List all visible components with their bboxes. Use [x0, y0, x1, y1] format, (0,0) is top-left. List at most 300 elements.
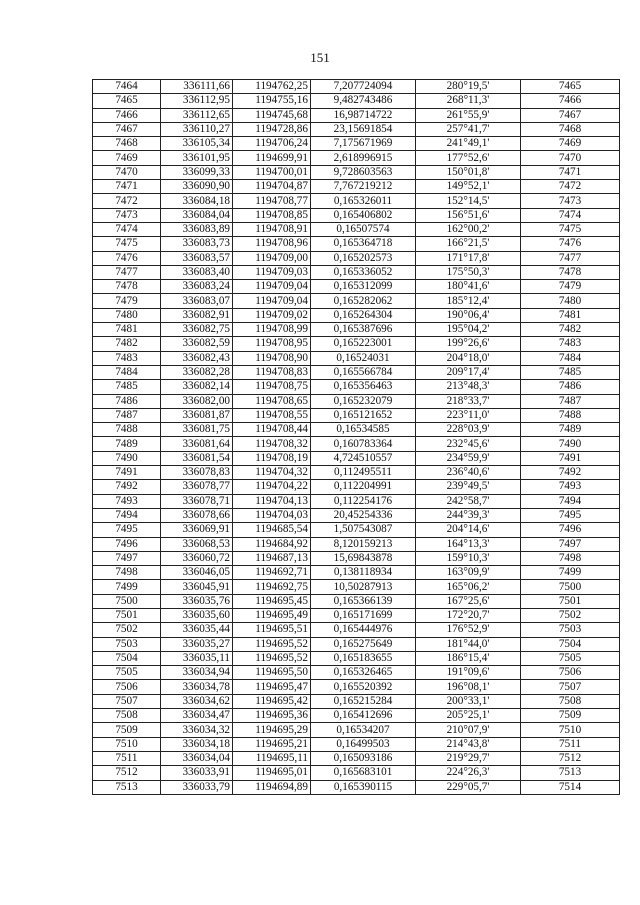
distance-cell: 0,165520392 [311, 680, 416, 694]
point-number-cell: 7470 [93, 165, 161, 179]
distance-cell: 2,618996915 [311, 151, 416, 165]
x-coordinate-cell: 336081,87 [161, 408, 233, 422]
next-point-number-cell: 7487 [521, 394, 620, 408]
table-row [93, 408, 620, 422]
distance-cell: 0,165566784 [311, 365, 416, 379]
y-coordinate-cell: 1194704,87 [233, 180, 311, 194]
point-number-cell: 7488 [93, 423, 161, 437]
direction-angle-cell: 257°41,7' [416, 122, 521, 136]
table-row [93, 237, 620, 251]
distance-cell: 1,507543087 [311, 523, 416, 537]
table-row [93, 437, 620, 451]
direction-angle-cell: 175°50,3' [416, 265, 521, 279]
point-number-cell: 7499 [93, 580, 161, 594]
x-coordinate-cell: 336082,59 [161, 337, 233, 351]
x-coordinate-cell: 336034,94 [161, 666, 233, 680]
point-number-cell: 7503 [93, 637, 161, 651]
table-row [93, 394, 620, 408]
table-row [93, 251, 620, 265]
point-number-cell: 7497 [93, 551, 161, 565]
point-number-cell: 7495 [93, 523, 161, 537]
y-coordinate-cell: 1194709,04 [233, 280, 311, 294]
table-row [93, 208, 620, 222]
direction-angle-cell: 176°52,9' [416, 623, 521, 637]
direction-angle-cell: 209°17,4' [416, 365, 521, 379]
y-coordinate-cell: 1194692,71 [233, 566, 311, 580]
table-row [93, 737, 620, 751]
point-number-cell: 7512 [93, 766, 161, 780]
distance-cell: 0,16499503 [311, 737, 416, 751]
y-coordinate-cell: 1194692,75 [233, 580, 311, 594]
y-coordinate-cell: 1194699,91 [233, 151, 311, 165]
next-point-number-cell: 7479 [521, 280, 620, 294]
table-row [93, 323, 620, 337]
x-coordinate-cell: 336090,90 [161, 180, 233, 194]
y-coordinate-cell: 1194755,16 [233, 94, 311, 108]
y-coordinate-cell: 1194695,49 [233, 608, 311, 622]
x-coordinate-cell: 336084,18 [161, 194, 233, 208]
direction-angle-cell: 218°33,7' [416, 394, 521, 408]
x-coordinate-cell: 336082,91 [161, 308, 233, 322]
distance-cell: 0,165336052 [311, 265, 416, 279]
table-row [93, 94, 620, 108]
x-coordinate-cell: 336078,83 [161, 466, 233, 480]
distance-cell: 0,165326465 [311, 666, 416, 680]
distance-cell: 0,165412696 [311, 709, 416, 723]
distance-cell: 4,724510557 [311, 451, 416, 465]
direction-angle-cell: 204°14,6' [416, 523, 521, 537]
distance-cell: 0,165356463 [311, 380, 416, 394]
point-number-cell: 7469 [93, 151, 161, 165]
table-row [93, 466, 620, 480]
direction-angle-cell: 234°59,9' [416, 451, 521, 465]
table-row [93, 651, 620, 665]
point-number-cell: 7492 [93, 480, 161, 494]
point-number-cell: 7500 [93, 594, 161, 608]
next-point-number-cell: 7466 [521, 94, 620, 108]
distance-cell: 8,120159213 [311, 537, 416, 551]
next-point-number-cell: 7492 [521, 466, 620, 480]
distance-cell: 9,482743486 [311, 94, 416, 108]
x-coordinate-cell: 336078,77 [161, 480, 233, 494]
point-number-cell: 7481 [93, 323, 161, 337]
table-row [93, 365, 620, 379]
y-coordinate-cell: 1194704,03 [233, 508, 311, 522]
distance-cell: 9,728603563 [311, 165, 416, 179]
direction-angle-cell: 180°41,6' [416, 280, 521, 294]
point-number-cell: 7510 [93, 737, 161, 751]
point-number-cell: 7475 [93, 237, 161, 251]
point-number-cell: 7467 [93, 122, 161, 136]
next-point-number-cell: 7511 [521, 737, 620, 751]
next-point-number-cell: 7489 [521, 423, 620, 437]
direction-angle-cell: 205°25,1' [416, 709, 521, 723]
table-row [93, 766, 620, 780]
point-number-cell: 7483 [93, 351, 161, 365]
point-number-cell: 7484 [93, 365, 161, 379]
next-point-number-cell: 7509 [521, 709, 620, 723]
point-number-cell: 7494 [93, 508, 161, 522]
next-point-number-cell: 7470 [521, 151, 620, 165]
table-row [93, 194, 620, 208]
next-point-number-cell: 7488 [521, 408, 620, 422]
next-point-number-cell: 7484 [521, 351, 620, 365]
next-point-number-cell: 7468 [521, 122, 620, 136]
y-coordinate-cell: 1194704,32 [233, 466, 311, 480]
direction-angle-cell: 236°40,6' [416, 466, 521, 480]
distance-cell: 20,45254336 [311, 508, 416, 522]
direction-angle-cell: 186°15,4' [416, 651, 521, 665]
next-point-number-cell: 7510 [521, 723, 620, 737]
x-coordinate-cell: 336111,66 [161, 80, 233, 94]
direction-angle-cell: 181°44,0' [416, 637, 521, 651]
x-coordinate-cell: 336069,91 [161, 523, 233, 537]
distance-cell: 0,165312099 [311, 280, 416, 294]
x-coordinate-cell: 336078,71 [161, 494, 233, 508]
direction-angle-cell: 214°43,8' [416, 737, 521, 751]
x-coordinate-cell: 336083,40 [161, 265, 233, 279]
y-coordinate-cell: 1194695,47 [233, 680, 311, 694]
next-point-number-cell: 7474 [521, 208, 620, 222]
x-coordinate-cell: 336033,91 [161, 766, 233, 780]
point-number-cell: 7482 [93, 337, 161, 351]
distance-cell: 16,98714722 [311, 108, 416, 122]
direction-angle-cell: 239°49,5' [416, 480, 521, 494]
distance-cell: 0,16534207 [311, 723, 416, 737]
y-coordinate-cell: 1194708,99 [233, 323, 311, 337]
y-coordinate-cell: 1194708,83 [233, 365, 311, 379]
table-row [93, 294, 620, 308]
y-coordinate-cell: 1194708,91 [233, 222, 311, 236]
distance-cell: 0,16507574 [311, 222, 416, 236]
point-number-cell: 7498 [93, 566, 161, 580]
point-number-cell: 7513 [93, 780, 161, 794]
distance-cell: 0,165683101 [311, 766, 416, 780]
distance-cell: 15,69843878 [311, 551, 416, 565]
distance-cell: 0,112495511 [311, 466, 416, 480]
point-number-cell: 7473 [93, 208, 161, 222]
distance-cell: 0,165390115 [311, 780, 416, 794]
table-row [93, 308, 620, 322]
x-coordinate-cell: 336082,75 [161, 323, 233, 337]
point-number-cell: 7468 [93, 137, 161, 151]
table-row [93, 580, 620, 594]
point-number-cell: 7493 [93, 494, 161, 508]
point-number-cell: 7478 [93, 280, 161, 294]
next-point-number-cell: 7481 [521, 308, 620, 322]
next-point-number-cell: 7493 [521, 480, 620, 494]
x-coordinate-cell: 336083,73 [161, 237, 233, 251]
point-number-cell: 7471 [93, 180, 161, 194]
x-coordinate-cell: 336034,32 [161, 723, 233, 737]
table-row [93, 222, 620, 236]
coordinates-table [92, 79, 620, 795]
direction-angle-cell: 213°48,3' [416, 380, 521, 394]
table-row [93, 451, 620, 465]
direction-angle-cell: 241°49,1' [416, 137, 521, 151]
table-row [93, 423, 620, 437]
direction-angle-cell: 204°18,0' [416, 351, 521, 365]
next-point-number-cell: 7503 [521, 623, 620, 637]
direction-angle-cell: 224°26,3' [416, 766, 521, 780]
x-coordinate-cell: 336083,57 [161, 251, 233, 265]
x-coordinate-cell: 336035,60 [161, 608, 233, 622]
next-point-number-cell: 7478 [521, 265, 620, 279]
table-row [93, 122, 620, 136]
table-row [93, 594, 620, 608]
table-row [93, 151, 620, 165]
next-point-number-cell: 7495 [521, 508, 620, 522]
x-coordinate-cell: 336082,14 [161, 380, 233, 394]
direction-angle-cell: 196°08,1' [416, 680, 521, 694]
next-point-number-cell: 7512 [521, 751, 620, 765]
y-coordinate-cell: 1194695,51 [233, 623, 311, 637]
distance-cell: 0,165215284 [311, 694, 416, 708]
table-row [93, 180, 620, 194]
direction-angle-cell: 159°10,3' [416, 551, 521, 565]
next-point-number-cell: 7483 [521, 337, 620, 351]
distance-cell: 0,16534585 [311, 423, 416, 437]
y-coordinate-cell: 1194695,42 [233, 694, 311, 708]
next-point-number-cell: 7475 [521, 222, 620, 236]
distance-cell: 0,165171699 [311, 608, 416, 622]
x-coordinate-cell: 336105,34 [161, 137, 233, 151]
x-coordinate-cell: 336045,91 [161, 580, 233, 594]
distance-cell: 0,138118934 [311, 566, 416, 580]
direction-angle-cell: 200°33,1' [416, 694, 521, 708]
y-coordinate-cell: 1194708,96 [233, 237, 311, 251]
distance-cell: 0,165093186 [311, 751, 416, 765]
point-number-cell: 7508 [93, 709, 161, 723]
y-coordinate-cell: 1194695,52 [233, 637, 311, 651]
direction-angle-cell: 228°03,9' [416, 423, 521, 437]
y-coordinate-cell: 1194695,52 [233, 651, 311, 665]
next-point-number-cell: 7498 [521, 551, 620, 565]
table-row [93, 337, 620, 351]
point-number-cell: 7474 [93, 222, 161, 236]
y-coordinate-cell: 1194709,00 [233, 251, 311, 265]
point-number-cell: 7502 [93, 623, 161, 637]
next-point-number-cell: 7494 [521, 494, 620, 508]
direction-angle-cell: 165°06,2' [416, 580, 521, 594]
point-number-cell: 7506 [93, 680, 161, 694]
point-number-cell: 7509 [93, 723, 161, 737]
x-coordinate-cell: 336112,65 [161, 108, 233, 122]
x-coordinate-cell: 336083,89 [161, 222, 233, 236]
distance-cell: 0,165232079 [311, 394, 416, 408]
point-number-cell: 7490 [93, 451, 161, 465]
direction-angle-cell: 199°26,6' [416, 337, 521, 351]
y-coordinate-cell: 1194700,01 [233, 165, 311, 179]
direction-angle-cell: 280°19,5' [416, 80, 521, 94]
y-coordinate-cell: 1194708,44 [233, 423, 311, 437]
table-row [93, 680, 620, 694]
next-point-number-cell: 7472 [521, 180, 620, 194]
x-coordinate-cell: 336033,79 [161, 780, 233, 794]
next-point-number-cell: 7506 [521, 666, 620, 680]
table-row [93, 623, 620, 637]
point-number-cell: 7511 [93, 751, 161, 765]
y-coordinate-cell: 1194708,75 [233, 380, 311, 394]
next-point-number-cell: 7497 [521, 537, 620, 551]
x-coordinate-cell: 336046,05 [161, 566, 233, 580]
next-point-number-cell: 7514 [521, 780, 620, 794]
point-number-cell: 7477 [93, 265, 161, 279]
direction-angle-cell: 177°52,6' [416, 151, 521, 165]
point-number-cell: 7487 [93, 408, 161, 422]
point-number-cell: 7480 [93, 308, 161, 322]
x-coordinate-cell: 336068,53 [161, 537, 233, 551]
x-coordinate-cell: 336034,04 [161, 751, 233, 765]
table-row [93, 637, 620, 651]
x-coordinate-cell: 336110,27 [161, 122, 233, 136]
table-row [93, 380, 620, 394]
distance-cell: 0,165202573 [311, 251, 416, 265]
direction-angle-cell: 219°29,7' [416, 751, 521, 765]
direction-angle-cell: 268°11,3' [416, 94, 521, 108]
next-point-number-cell: 7505 [521, 651, 620, 665]
next-point-number-cell: 7496 [521, 523, 620, 537]
next-point-number-cell: 7467 [521, 108, 620, 122]
y-coordinate-cell: 1194704,13 [233, 494, 311, 508]
next-point-number-cell: 7504 [521, 637, 620, 651]
direction-angle-cell: 223°11,0' [416, 408, 521, 422]
y-coordinate-cell: 1194695,11 [233, 751, 311, 765]
distance-cell: 7,207724094 [311, 80, 416, 94]
y-coordinate-cell: 1194708,85 [233, 208, 311, 222]
next-point-number-cell: 7482 [521, 323, 620, 337]
table-row [93, 694, 620, 708]
x-coordinate-cell: 336060,72 [161, 551, 233, 565]
direction-angle-cell: 163°09,9' [416, 566, 521, 580]
direction-angle-cell: 195°04,2' [416, 323, 521, 337]
y-coordinate-cell: 1194708,90 [233, 351, 311, 365]
point-number-cell: 7472 [93, 194, 161, 208]
table-row [93, 551, 620, 565]
point-number-cell: 7486 [93, 394, 161, 408]
point-number-cell: 7464 [93, 80, 161, 94]
y-coordinate-cell: 1194762,25 [233, 80, 311, 94]
x-coordinate-cell: 336082,00 [161, 394, 233, 408]
distance-cell: 0,112254176 [311, 494, 416, 508]
direction-angle-cell: 166°21,5' [416, 237, 521, 251]
y-coordinate-cell: 1194706,24 [233, 137, 311, 151]
x-coordinate-cell: 336099,33 [161, 165, 233, 179]
distance-cell: 0,112204991 [311, 480, 416, 494]
point-number-cell: 7466 [93, 108, 161, 122]
direction-angle-cell: 244°39,3' [416, 508, 521, 522]
distance-cell: 0,165223001 [311, 337, 416, 351]
direction-angle-cell: 172°20,7' [416, 608, 521, 622]
next-point-number-cell: 7502 [521, 608, 620, 622]
distance-cell: 0,16524031 [311, 351, 416, 365]
direction-angle-cell: 156°51,6' [416, 208, 521, 222]
point-number-cell: 7465 [93, 94, 161, 108]
direction-angle-cell: 232°45,6' [416, 437, 521, 451]
distance-cell: 0,165364718 [311, 237, 416, 251]
distance-cell: 0,165282062 [311, 294, 416, 308]
direction-angle-cell: 261°55,9' [416, 108, 521, 122]
table-row [93, 280, 620, 294]
coordinates-table-body [93, 80, 620, 795]
distance-cell: 0,165121652 [311, 408, 416, 422]
table-row [93, 108, 620, 122]
next-point-number-cell: 7480 [521, 294, 620, 308]
direction-angle-cell: 152°14,5' [416, 194, 521, 208]
distance-cell: 7,767219212 [311, 180, 416, 194]
x-coordinate-cell: 336083,24 [161, 280, 233, 294]
x-coordinate-cell: 336082,43 [161, 351, 233, 365]
distance-cell: 23,15691854 [311, 122, 416, 136]
point-number-cell: 7504 [93, 651, 161, 665]
next-point-number-cell: 7485 [521, 365, 620, 379]
table-row [93, 608, 620, 622]
direction-angle-cell: 191°09,6' [416, 666, 521, 680]
y-coordinate-cell: 1194694,89 [233, 780, 311, 794]
direction-angle-cell: 167°25,6' [416, 594, 521, 608]
x-coordinate-cell: 336035,44 [161, 623, 233, 637]
direction-angle-cell: 162°00,2' [416, 222, 521, 236]
x-coordinate-cell: 336035,76 [161, 594, 233, 608]
x-coordinate-cell: 336083,07 [161, 294, 233, 308]
next-point-number-cell: 7476 [521, 237, 620, 251]
table-row [93, 137, 620, 151]
next-point-number-cell: 7490 [521, 437, 620, 451]
y-coordinate-cell: 1194708,19 [233, 451, 311, 465]
distance-cell: 0,165406802 [311, 208, 416, 222]
distance-cell: 0,165275649 [311, 637, 416, 651]
table-row [93, 751, 620, 765]
distance-cell: 0,160783364 [311, 437, 416, 451]
next-point-number-cell: 7477 [521, 251, 620, 265]
y-coordinate-cell: 1194695,21 [233, 737, 311, 751]
y-coordinate-cell: 1194708,95 [233, 337, 311, 351]
table-row [93, 265, 620, 279]
table-row [93, 480, 620, 494]
point-number-cell: 7491 [93, 466, 161, 480]
table-row [93, 666, 620, 680]
point-number-cell: 7476 [93, 251, 161, 265]
table-row [93, 494, 620, 508]
x-coordinate-cell: 336034,47 [161, 709, 233, 723]
table-row [93, 508, 620, 522]
x-coordinate-cell: 336034,78 [161, 680, 233, 694]
table-row [93, 709, 620, 723]
distance-cell: 0,165264304 [311, 308, 416, 322]
table-row [93, 537, 620, 551]
y-coordinate-cell: 1194708,77 [233, 194, 311, 208]
point-number-cell: 7507 [93, 694, 161, 708]
x-coordinate-cell: 336035,27 [161, 637, 233, 651]
direction-angle-cell: 229°05,7' [416, 780, 521, 794]
page-number: 151 [310, 50, 330, 65]
direction-angle-cell: 171°17,8' [416, 251, 521, 265]
x-coordinate-cell: 336081,75 [161, 423, 233, 437]
direction-angle-cell: 149°52,1' [416, 180, 521, 194]
direction-angle-cell: 210°07,9' [416, 723, 521, 737]
table-row [93, 780, 620, 794]
y-coordinate-cell: 1194695,50 [233, 666, 311, 680]
x-coordinate-cell: 336112,95 [161, 94, 233, 108]
next-point-number-cell: 7473 [521, 194, 620, 208]
y-coordinate-cell: 1194685,54 [233, 523, 311, 537]
next-point-number-cell: 7507 [521, 680, 620, 694]
direction-angle-cell: 185°12,4' [416, 294, 521, 308]
x-coordinate-cell: 336084,04 [161, 208, 233, 222]
y-coordinate-cell: 1194708,55 [233, 408, 311, 422]
table-row [93, 351, 620, 365]
next-point-number-cell: 7500 [521, 580, 620, 594]
